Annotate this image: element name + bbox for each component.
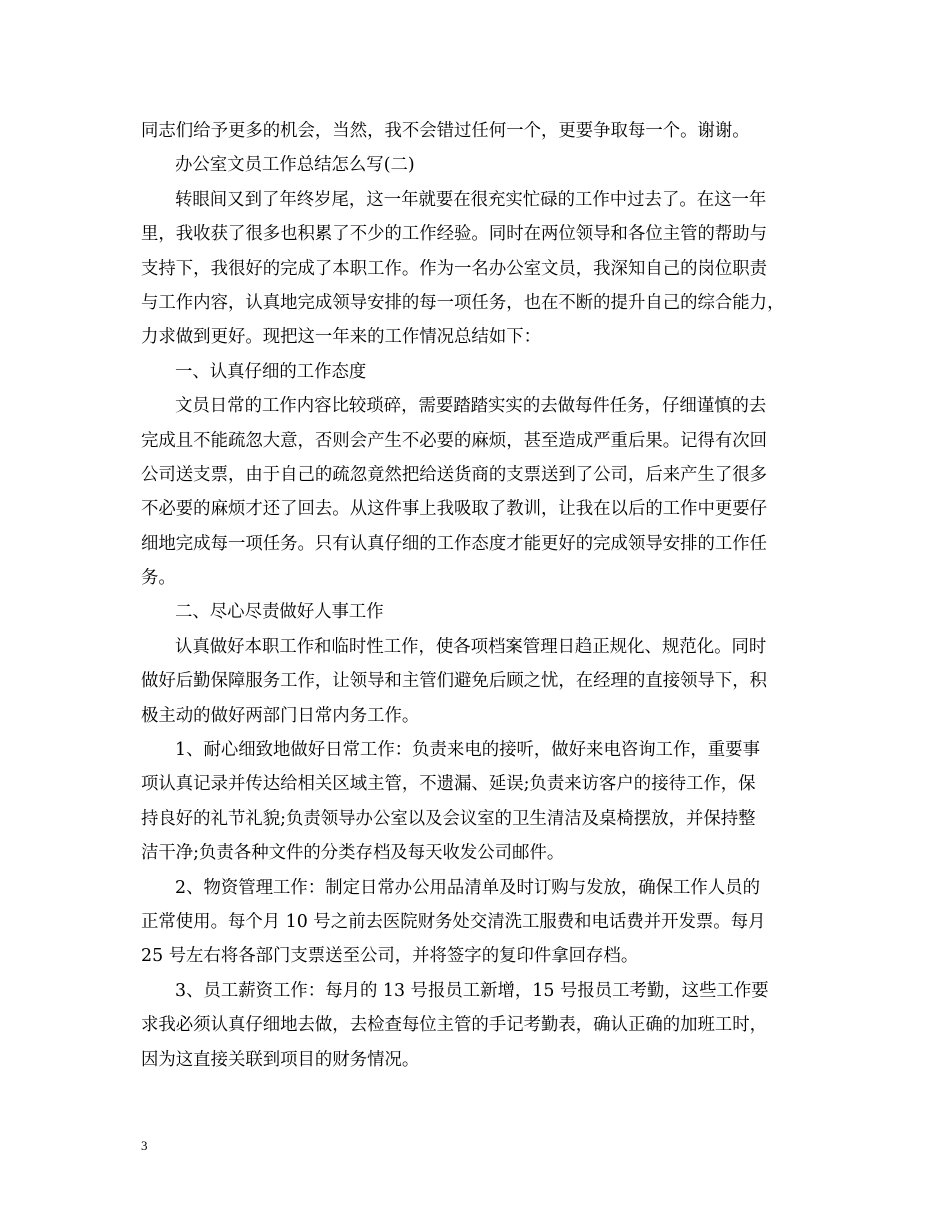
text-line: 因为这直接关联到项目的财务情况。 — [141, 1049, 420, 1070]
text-line: 办公室文员工作总结怎么写(二) — [175, 155, 415, 176]
text-line: 二、尽心尽责做好人事工作 — [175, 602, 384, 623]
text-line: 洁干净;负责各种文件的分类存档及每天收发公司邮件。 — [141, 843, 565, 864]
text-line: 3、员工薪资工作：每月的 13 号报员工新增，15 号报员工考勤，这些工作要 — [175, 980, 769, 1001]
text-line: 文员日常的工作内容比较琐碎，需要踏踏实实的去做每件任务，仔细谨慎的去 — [175, 396, 767, 417]
text-line: 完成且不能疏忽大意，否则会产生不必要的麻烦，甚至造成严重后果。记得有次回 — [141, 430, 768, 451]
text-line: 不必要的麻烦才还了回去。从这件事上我吸取了教训，让我在以后的工作中更要仔 — [141, 499, 768, 520]
page-number: 3 — [141, 1138, 148, 1153]
text-line: 认真做好本职工作和临时性工作，使各项档案管理日趋正规化、规范化。同时 — [175, 636, 767, 657]
text-line: 正常使用。每个月 10 号之前去医院财务处交清洗工服费和电话费并开发票。每月 — [141, 911, 766, 932]
text-line: 一、认真仔细的工作态度 — [175, 361, 367, 382]
text-line: 2、物资管理工作：制定日常办公用品清单及时订购与发放，确保工作人员的 — [175, 877, 760, 898]
text-line: 做好后勤保障服务工作，让领导和主管们避免后顾之忧，在经理的直接领导下，积 — [141, 671, 768, 692]
text-line: 与工作内容，认真地完成领导安排的每一项任务，也在不断的提升自己的综合能力， — [141, 292, 785, 313]
text-line: 求我必须认真仔细地去做，去检查每位主管的手记考勤表，确认正确的加班工时， — [141, 1015, 768, 1036]
text-line: 持良好的礼节礼貌;负责领导办公室以及会议室的卫生清洁及桌椅摆放，并保持整 — [141, 808, 756, 829]
text-line: 极主动的做好两部门日常内务工作。 — [141, 705, 420, 726]
text-line: 里，我收获了很多也积累了不少的工作经验。同时在两位领导和各位主管的帮助与 — [141, 224, 768, 245]
document-body — [141, 114, 823, 1077]
text-line: 同志们给予更多的机会，当然，我不会错过任何一个，更要争取每一个。谢谢。 — [141, 121, 750, 141]
text-line: 支持下，我很好的完成了本职工作。作为一名办公室文员，我深知自己的岗位职责 — [141, 258, 768, 279]
text-line: 转眼间又到了年终岁尾，这一年就要在很充实忙碌的工作中过去了。在这一年 — [175, 189, 767, 210]
text-line: 务。 — [141, 568, 176, 589]
text-line: 公司送支票，由于自己的疏忽竟然把给送货商的支票送到了公司，后来产生了很多 — [141, 464, 768, 485]
text-line: 25 号左右将各部门支票送至公司，并将签字的复印件拿回存档。 — [141, 946, 639, 967]
text-line: 1、耐心细致地做好日常工作：负责来电的接听，做好来电咨询工作，重要事 — [175, 740, 760, 761]
text-line: 力求做到更好。现把这一年来的工作情况总结如下： — [141, 327, 541, 348]
text-line: 项认真记录并传达给相关区域主管，不遗漏、延误;负责来访客户的接待工作，保 — [141, 774, 756, 795]
text-line: 细地完成每一项任务。只有认真仔细的工作态度才能更好的完成领导安排的工作任 — [141, 533, 768, 554]
